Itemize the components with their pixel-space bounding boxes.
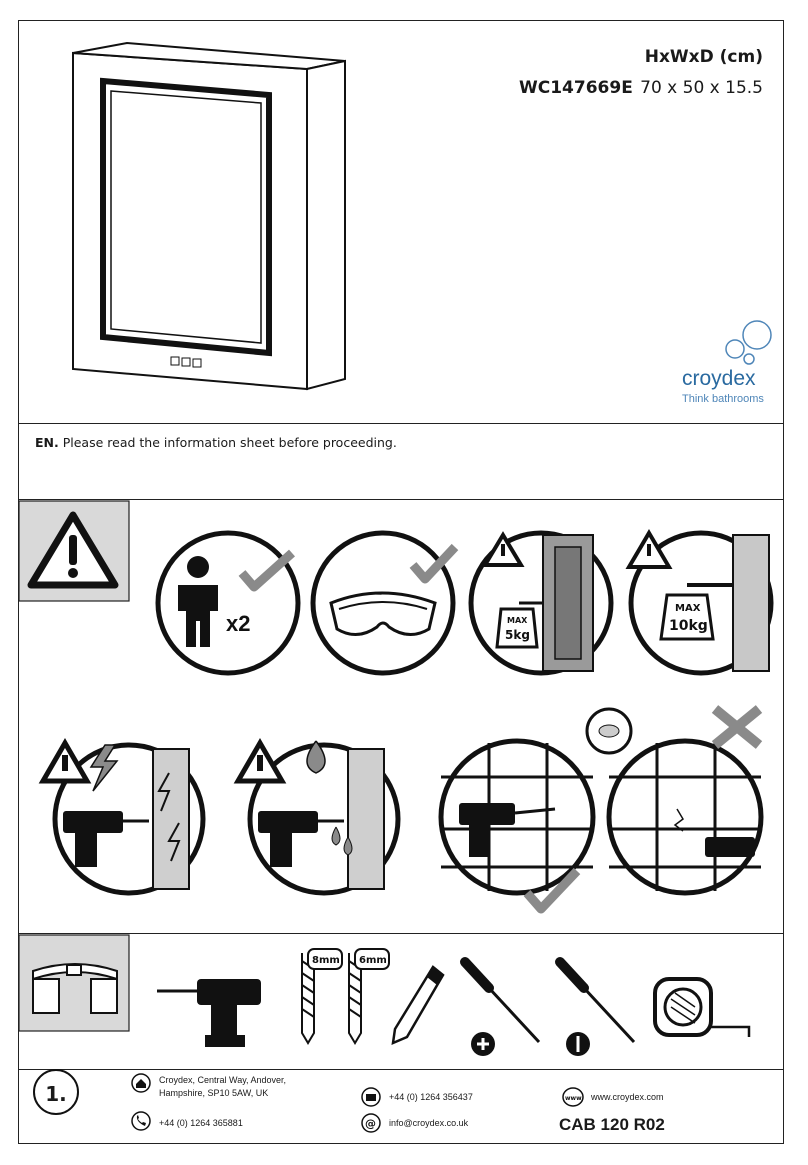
model-code: WC147669E [519,78,633,98]
drill-bit-8mm-icon [292,949,342,1049]
email-icon [361,1113,381,1133]
phone-icon [131,1111,151,1131]
address-icon [131,1073,151,1093]
avoid-electrical-cables-icon [29,733,219,893]
weight-limit-max: MAX [675,603,701,614]
two-person-lift-icon [154,529,304,679]
max-10kg-solid-wall-icon [627,529,777,679]
weight-limit-max: MAX [507,616,528,625]
safety-goggles-icon [309,529,459,679]
phone-number: +44 (0) 1264 365881 [159,1118,243,1128]
drill-bit-6mm-icon [339,949,389,1049]
website-url[interactable]: www.croydex.com [591,1092,664,1102]
website-icon [562,1087,584,1107]
phillips-screwdriver-icon [459,956,549,1056]
svg-text:www: www [565,1095,582,1102]
avoid-water-pipes-icon [224,733,414,893]
tape-measure-icon [649,969,759,1049]
drill-size-label: 6mm [359,955,387,966]
brand-bubbles-logo [719,319,779,369]
svg-text:@: @ [365,1117,376,1130]
dimensions-heading: HxWxD (cm) [644,47,763,67]
brand-tagline: Think bathrooms [682,393,764,405]
drill-size-label: 8mm [312,955,340,966]
max-5kg-hollow-wall-icon [467,529,617,679]
warning-panel [19,501,129,601]
fax-icon [361,1087,381,1107]
instruction-sheet [18,20,784,1144]
mirror-cabinet-illustration [59,31,359,411]
divider [19,933,783,934]
notice-text: Please read the information sheet before proceeding. [58,435,397,450]
company-address [159,1074,339,1100]
flathead-screwdriver-icon [554,956,644,1056]
drill-through-tape-on-tiles-icon [429,717,609,897]
read-notice [35,435,397,450]
divider [19,423,783,424]
brand-name: croydex [682,367,756,390]
dimensions-value: 70 x 50 x 15.5 [640,78,763,98]
do-not-drill-tiles-directly-icon [597,717,777,897]
drill-tool-icon [149,961,269,1051]
step-number: 1. [33,1069,79,1115]
email-address[interactable]: info@croydex.co.uk [389,1118,469,1128]
address-line-2: Hampshire, SP10 5AW, UK [159,1088,269,1098]
fax-number: +44 (0) 1264 356437 [389,1092,473,1102]
divider [19,1069,783,1070]
divider [19,499,783,500]
weight-limit-value: 10kg [669,618,708,634]
pencil-icon [389,961,449,1051]
tool-belt-panel [19,935,129,1031]
document-code: CAB 120 R02 [559,1115,665,1134]
weight-limit-value: 5kg [505,628,530,642]
language-code: EN. [35,435,59,450]
people-count: x2 [226,611,251,636]
address-line-1: Croydex, Central Way, Andover, [159,1075,287,1085]
